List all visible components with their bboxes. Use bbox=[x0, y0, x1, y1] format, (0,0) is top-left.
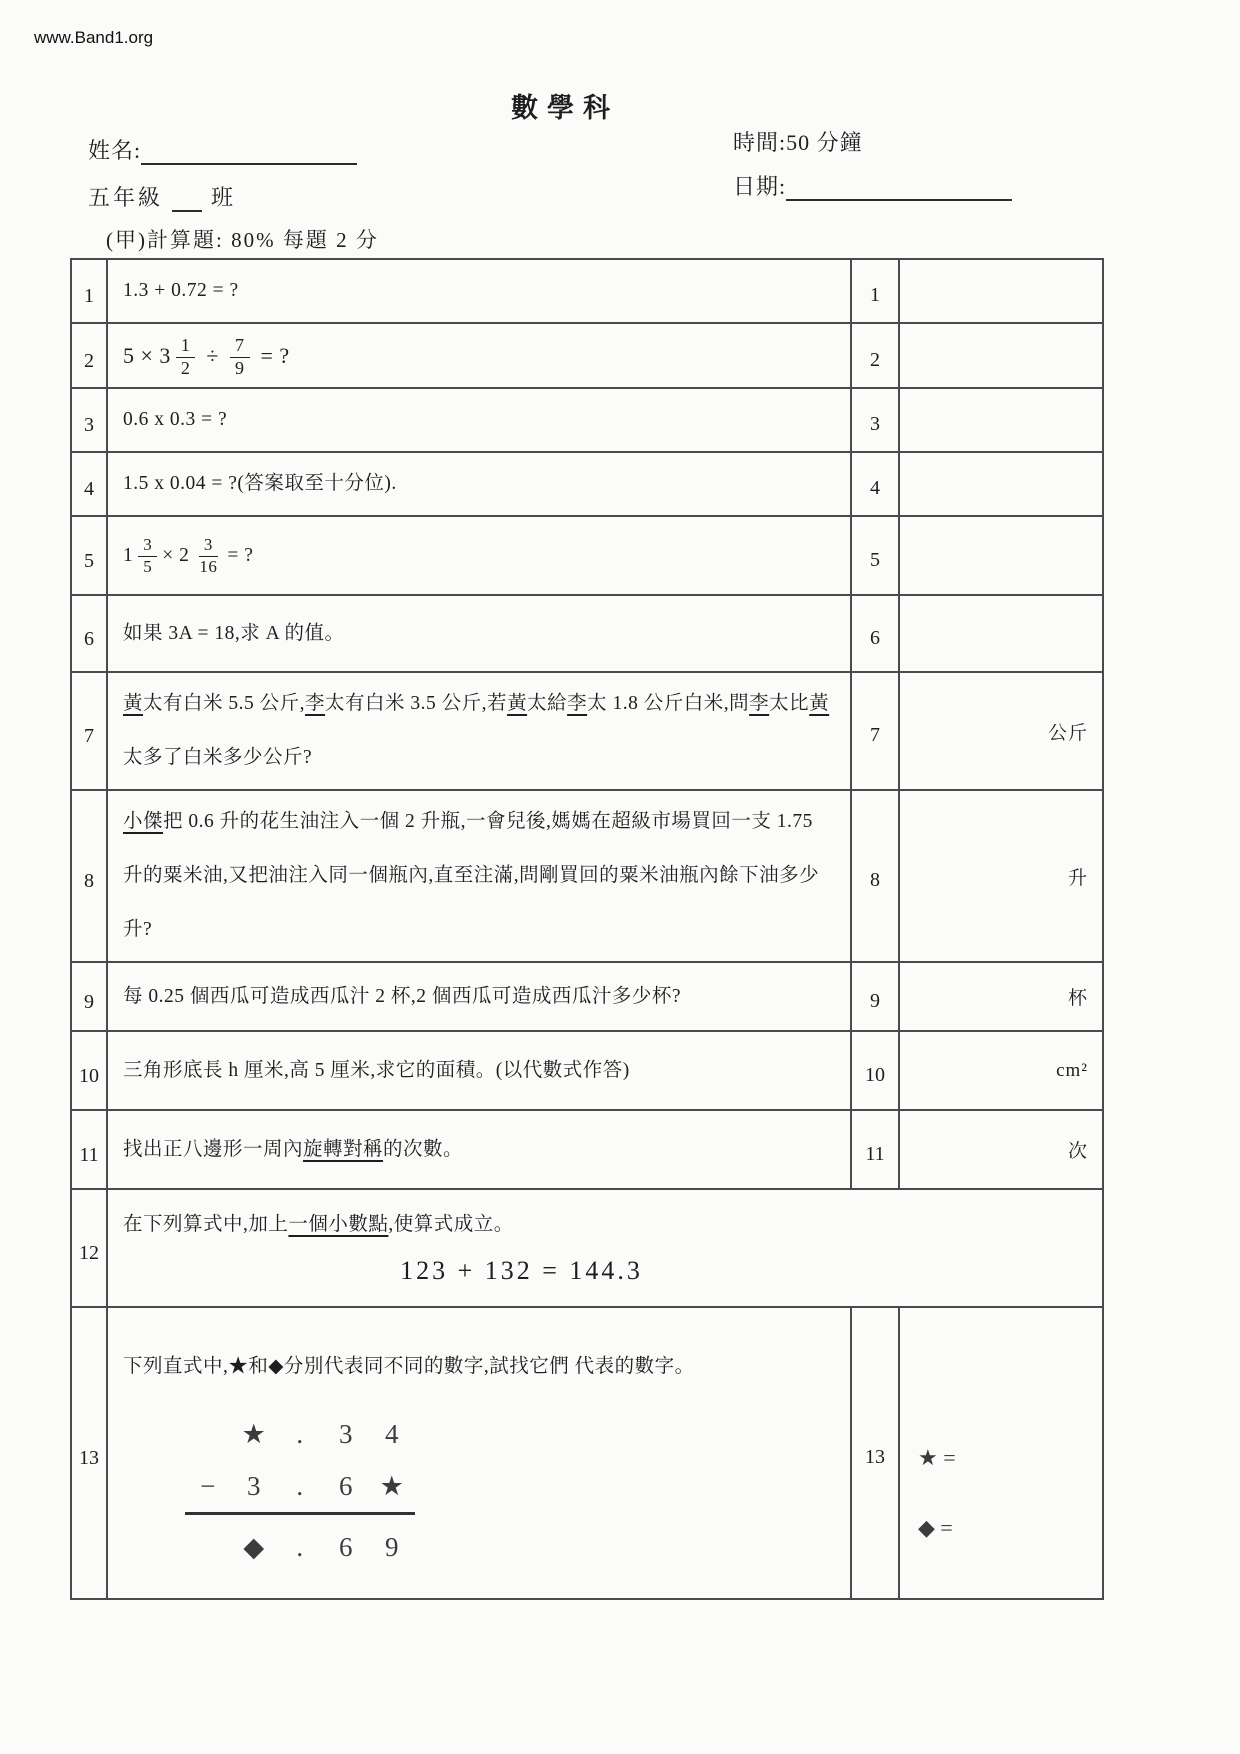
text-segment: 如果 3A = 18,求 A 的值。 bbox=[123, 622, 345, 644]
question-text-content bbox=[123, 280, 239, 301]
grade-line bbox=[88, 181, 236, 212]
answer-unit: cm² bbox=[1056, 1059, 1088, 1081]
answer-unit: 次 bbox=[1067, 1141, 1088, 1162]
text-segment: 0.6 x 0.3 = ? bbox=[123, 409, 228, 430]
text-segment: 太有白米 5.5 公斤, bbox=[143, 693, 306, 714]
answer-cell bbox=[899, 595, 1103, 672]
answer-number: 1 bbox=[851, 259, 899, 323]
text-segment: × 2 bbox=[162, 544, 190, 566]
question-text-content bbox=[123, 1060, 630, 1081]
class-blank-field bbox=[172, 186, 202, 212]
question-row-12 bbox=[71, 1189, 1103, 1307]
fraction-denominator: 16 bbox=[199, 556, 218, 576]
question-text-content bbox=[123, 986, 681, 1007]
text-segment: = ? bbox=[227, 544, 254, 566]
fraction-denominator: 9 bbox=[235, 357, 245, 378]
text-segment: 太 1.8 公斤白米,問 bbox=[587, 693, 750, 714]
subtraction-digit bbox=[185, 1408, 231, 1460]
answer-cell bbox=[899, 259, 1103, 323]
fraction-numerator: 3 bbox=[138, 536, 157, 557]
text-segment: 每 0.25 個西瓜可造成西瓜汁 2 杯,2 個西瓜可造成西瓜汁多少杯? bbox=[123, 985, 682, 1007]
answer-number: 6 bbox=[851, 595, 899, 672]
text-segment: 5 × 3 bbox=[123, 342, 171, 368]
answer-number: 9 bbox=[851, 962, 899, 1031]
answer-number: 3 bbox=[851, 388, 899, 452]
question-text bbox=[107, 790, 851, 962]
date-line bbox=[733, 170, 1012, 201]
question-row-3 bbox=[71, 388, 1103, 452]
question-number: 4 bbox=[71, 452, 107, 516]
text-segment: 的次數。 bbox=[383, 1138, 464, 1160]
question-row-9 bbox=[71, 962, 1103, 1031]
answer-cell bbox=[899, 1307, 1103, 1599]
question-number: 2 bbox=[71, 323, 107, 388]
question-text-content bbox=[123, 693, 829, 768]
text-segment: ÷ bbox=[200, 342, 225, 368]
question-row-5 bbox=[71, 516, 1103, 595]
answer-number: 8 bbox=[851, 790, 899, 962]
underlined-term: 黃 bbox=[123, 693, 144, 714]
fraction-denominator: 2 bbox=[180, 357, 191, 378]
answer-cell bbox=[899, 790, 1103, 962]
subtraction-digit: 4 bbox=[385, 1418, 399, 1449]
section-header: (甲)計算題: 80% 每題 2 分 bbox=[106, 228, 379, 252]
question-number: 12 bbox=[71, 1189, 107, 1307]
fraction-numerator: 1 bbox=[176, 336, 196, 358]
text-segment: 找出正八邊形一周內 bbox=[123, 1138, 304, 1160]
subtraction-digit: 9 bbox=[385, 1531, 399, 1562]
fraction-denominator: 5 bbox=[143, 556, 153, 576]
question-text-content bbox=[123, 811, 819, 940]
underlined-term: 小傑 bbox=[123, 811, 164, 832]
questions-table-body bbox=[71, 259, 1103, 1599]
question-number: 6 bbox=[71, 595, 107, 672]
puzzle-equation: 123 + 132 = 144.3 bbox=[400, 1256, 643, 1285]
questions-table bbox=[70, 258, 1104, 1600]
symbol-answer-line: ★ = bbox=[918, 1445, 956, 1470]
question-row-6 bbox=[71, 595, 1103, 672]
text-segment: 下列直式中,★和◆分別代表同不同的數字,試找它們 代表的數字。 bbox=[123, 1355, 695, 1377]
answer-number: 13 bbox=[851, 1307, 899, 1599]
subtraction-digit: . bbox=[296, 1470, 304, 1501]
answer-cell bbox=[899, 1031, 1103, 1110]
subtraction-difference bbox=[185, 1521, 415, 1573]
subtraction-digit: ★ bbox=[241, 1418, 267, 1449]
question-number: 1 bbox=[71, 259, 107, 323]
answer-number: 5 bbox=[851, 516, 899, 595]
answer-cell bbox=[899, 672, 1103, 790]
subtraction-digit: 6 bbox=[339, 1531, 353, 1562]
question-number: 10 bbox=[71, 1031, 107, 1110]
question-number: 5 bbox=[71, 516, 107, 595]
answer-unit: 杯 bbox=[1067, 988, 1088, 1009]
answer-number: 10 bbox=[851, 1031, 899, 1110]
underlined-term: 李 bbox=[305, 693, 326, 714]
answer-cell bbox=[899, 388, 1103, 452]
text-segment: 太比 bbox=[769, 693, 810, 714]
vertical-subtraction bbox=[185, 1408, 415, 1573]
fraction bbox=[230, 336, 250, 379]
question-text bbox=[107, 516, 851, 595]
text-segment: 在下列算式中,加上 bbox=[123, 1214, 289, 1235]
text-segment: 1.3 + 0.72 = ? bbox=[123, 280, 239, 301]
question-text bbox=[107, 962, 851, 1031]
question-text bbox=[107, 595, 851, 672]
question-number: 9 bbox=[71, 962, 107, 1031]
answer-number: 7 bbox=[851, 672, 899, 790]
text-segment: 把 0.6 升的花生油注入一個 2 升瓶,一會兒後,媽媽在超級市場買回一支 1.75 升的粟米油,又把油注入同一個瓶內,直至注滿,問剛買回的粟米油瓶內餘下油多少升? bbox=[123, 811, 820, 940]
subtraction-digit: 3 bbox=[247, 1470, 261, 1501]
fraction-numerator: 3 bbox=[199, 536, 218, 557]
question-row-10 bbox=[71, 1031, 1103, 1110]
underlined-term: 黃 bbox=[507, 693, 528, 714]
question-number: 13 bbox=[71, 1307, 107, 1599]
grade-label: 五年級 bbox=[88, 185, 164, 210]
underlined-term: 一個小數點 bbox=[288, 1214, 389, 1235]
question-text-content bbox=[123, 1356, 695, 1377]
question-text-content bbox=[123, 534, 254, 576]
question-text-content bbox=[123, 1214, 514, 1235]
text-segment: = ? bbox=[254, 342, 290, 368]
question-row-11 bbox=[71, 1110, 1103, 1189]
underlined-term: 李 bbox=[567, 693, 588, 714]
subtraction-subtrahend bbox=[185, 1460, 415, 1515]
question-number: 3 bbox=[71, 388, 107, 452]
text-segment: 太有白米 3.5 公斤,若 bbox=[325, 693, 508, 714]
date-label: 日期: bbox=[733, 174, 787, 199]
question-text bbox=[107, 1110, 851, 1189]
question-row-1 bbox=[71, 259, 1103, 323]
subtraction-minuend bbox=[185, 1408, 415, 1460]
underlined-term: 旋轉對稱 bbox=[303, 1138, 384, 1160]
question-number: 11 bbox=[71, 1110, 107, 1189]
name-blank-field bbox=[141, 139, 357, 165]
question-text bbox=[107, 259, 851, 323]
text-segment: 1.5 x 0.04 = ?(答案取至十分位). bbox=[123, 473, 397, 494]
subtraction-digit: − bbox=[200, 1470, 216, 1501]
date-blank-field bbox=[786, 175, 1012, 201]
subtraction-digit: . bbox=[296, 1418, 304, 1449]
question-number: 8 bbox=[71, 790, 107, 962]
answer-number: 4 bbox=[851, 452, 899, 516]
symbol-answer-lines bbox=[914, 1365, 1088, 1541]
question-text-content bbox=[123, 623, 345, 644]
fraction bbox=[194, 536, 222, 576]
fraction bbox=[176, 336, 196, 379]
question-text bbox=[107, 672, 851, 790]
answer-number: 2 bbox=[851, 323, 899, 388]
question-text bbox=[107, 1189, 1103, 1307]
name-line bbox=[88, 134, 357, 165]
subtraction-digit: 3 bbox=[339, 1418, 353, 1449]
answer-cell bbox=[899, 962, 1103, 1031]
name-label: 姓名: bbox=[88, 138, 142, 163]
answer-cell bbox=[899, 516, 1103, 595]
watermark: www.Band1.org bbox=[34, 28, 154, 47]
subtraction-digit: . bbox=[296, 1531, 304, 1562]
subtraction-digit: 6 bbox=[339, 1470, 353, 1501]
question-row-4 bbox=[71, 452, 1103, 516]
answer-cell bbox=[899, 323, 1103, 388]
question-row-7 bbox=[71, 672, 1103, 790]
question-text bbox=[107, 323, 851, 388]
text-segment: 三角形底長 h 厘米,高 5 厘米,求它的面積。(以代數式作答) bbox=[123, 1059, 630, 1081]
subtraction-digit bbox=[185, 1521, 231, 1573]
answer-number: 11 bbox=[851, 1110, 899, 1189]
subtraction-digit: ◆ bbox=[243, 1531, 265, 1562]
question-text-content bbox=[123, 409, 227, 430]
text-segment: ,使算式成立。 bbox=[388, 1214, 514, 1235]
answer-cell bbox=[899, 1110, 1103, 1189]
time-label: 時間:50 分鐘 bbox=[733, 130, 863, 155]
question-text-content bbox=[123, 335, 290, 378]
page-title: 數學科 bbox=[511, 93, 619, 123]
symbol-answer-line: ◆ = bbox=[918, 1515, 953, 1540]
class-label: 班 bbox=[211, 185, 237, 210]
text-segment: 1 bbox=[123, 544, 134, 566]
question-text bbox=[107, 1031, 851, 1110]
question-text bbox=[107, 452, 851, 516]
question-text-content bbox=[123, 473, 397, 494]
fraction bbox=[138, 536, 157, 576]
question-text-content bbox=[123, 1139, 463, 1160]
question-row-8 bbox=[71, 790, 1103, 962]
question-number: 7 bbox=[71, 672, 107, 790]
question-text bbox=[107, 1307, 851, 1599]
question-text bbox=[107, 388, 851, 452]
question-row-2 bbox=[71, 323, 1103, 388]
answer-unit: 升 bbox=[1067, 867, 1088, 889]
underlined-term: 黃 bbox=[809, 693, 830, 714]
text-segment: 太給 bbox=[527, 693, 568, 714]
fraction-numerator: 7 bbox=[230, 336, 250, 358]
text-segment: 太多了白米多少公斤? bbox=[123, 747, 313, 768]
subtraction-digit: ★ bbox=[379, 1470, 405, 1501]
answer-unit: 公斤 bbox=[1047, 722, 1088, 744]
underlined-term: 李 bbox=[749, 693, 770, 714]
answer-cell bbox=[899, 452, 1103, 516]
question-row-13 bbox=[71, 1307, 1103, 1599]
